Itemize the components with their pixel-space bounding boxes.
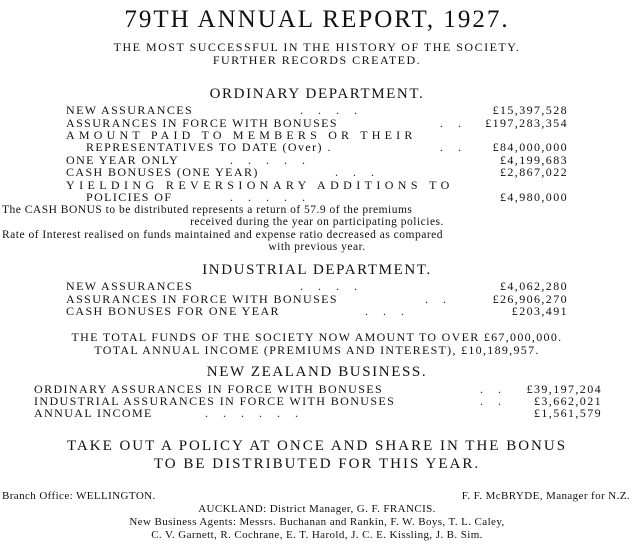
leader-dots: . . [480, 394, 507, 408]
row-label: CASH BONUSES FOR ONE YEAR [66, 304, 280, 318]
row-value: £4,199,683 [500, 153, 568, 167]
industrial-department-heading: INDUSTRIAL DEPARTMENT. [202, 262, 432, 278]
branch-manager: F. F. McBRYDE, Manager for N.Z. [461, 490, 630, 502]
row-value: £1,561,579 [534, 406, 602, 420]
leader-dots: . . . [335, 165, 380, 179]
row-value: £3,662,021 [534, 394, 602, 408]
report-subtitle: THE MOST SUCCESSFUL IN THE HISTORY OF THE SOCIETY. [113, 40, 521, 54]
nz-row [0, 406, 634, 419]
industrial-row [0, 304, 634, 317]
leader-dots: . . [480, 382, 507, 396]
row-label: ASSURANCES IN FORCE WITH BONUSES [66, 116, 338, 130]
ordinary-department-heading: ORDINARY DEPARTMENT. [209, 86, 425, 102]
total-income-line: TOTAL ANNUAL INCOME (PREMIUMS AND INTEREST), £10,189,957. [94, 343, 540, 357]
leader-dots: . . . . [300, 103, 363, 117]
leader-dots: . . [425, 292, 452, 306]
cash-bonus-note-cont: received during the year on participating policies. [190, 216, 444, 228]
business-agents: New Business Agents: Messrs. Buchanan and Rankin, F. W. Boys, T. L. Caley, [129, 516, 505, 528]
row-value: £15,397,528 [492, 103, 568, 117]
row-value: £197,283,354 [485, 116, 568, 130]
row-label: INDUSTRIAL ASSURANCES IN FORCE WITH BONUSES [34, 394, 396, 408]
report-subtitle-records: FURTHER RECORDS CREATED. [212, 53, 422, 67]
interest-note: Rate of Interest realised on funds maintained and expense ratio decreased as compared [2, 229, 444, 241]
leader-dots: . . . . . [230, 153, 311, 167]
ordinary-row [0, 140, 634, 153]
leader-dots: . . . . . . [205, 406, 304, 420]
leader-dots: . . . [365, 304, 410, 318]
leader-dots: . . . . [300, 279, 363, 293]
appeal-line: TAKE OUT A POLICY AT ONCE AND SHARE IN THE BONUS [66, 438, 568, 454]
row-label: YIELDING REVERSIONARY ADDITIONS TO [66, 178, 454, 192]
business-agents-cont: C. V. Garnett, R. Cochrane, E. T. Harold, J. C. E. Kissling, J. B. Sim. [151, 529, 483, 541]
row-label: ANNUAL INCOME [34, 406, 153, 420]
ordinary-row [0, 103, 634, 116]
leader-dots: . . [440, 140, 467, 154]
row-value: £4,062,280 [500, 279, 568, 293]
row-value: £26,906,270 [492, 292, 568, 306]
row-label: NEW ASSURANCES [66, 103, 194, 117]
leader-dots: . . [440, 116, 467, 130]
row-label: REPRESENTATIVES TO DATE (Over) . [86, 140, 332, 154]
row-label: POLICIES OF [86, 190, 173, 204]
row-label: ORDINARY ASSURANCES IN FORCE WITH BONUSES [34, 382, 384, 396]
industrial-row [0, 279, 634, 292]
row-value: £2,867,022 [500, 165, 568, 179]
nz-business-heading: NEW ZEALAND BUSINESS. [206, 364, 428, 380]
row-value: £84,000,000 [492, 140, 568, 154]
interest-note-cont: with previous year. [268, 241, 366, 253]
total-funds-line: THE TOTAL FUNDS OF THE SOCIETY NOW AMOUNT TO OVER £67,000,000. [71, 330, 563, 344]
appeal-line-cont: TO BE DISTRIBUTED FOR THIS YEAR. [153, 456, 481, 472]
row-label: ONE YEAR ONLY [66, 153, 180, 167]
ordinary-row [0, 190, 634, 203]
row-label: NEW ASSURANCES [66, 279, 194, 293]
ordinary-row [0, 165, 634, 178]
row-label: CASH BONUSES (ONE YEAR) [66, 165, 259, 179]
cash-bonus-note: The CASH BONUS to be distributed represents a return of 57.9 of the premiums [2, 204, 413, 216]
branch-office: Branch Office: WELLINGTON. [2, 490, 156, 502]
row-value: £203,491 [511, 304, 568, 318]
row-value: £4,980,000 [500, 190, 568, 204]
leader-dots: . . . . . [230, 190, 311, 204]
auckland-district: AUCKLAND: District Manager, G. F. FRANCIS. [198, 503, 436, 515]
row-value: £39,197,204 [526, 382, 602, 396]
row-label: AMOUNT PAID TO MEMBERS OR THEIR [66, 128, 417, 142]
row-label: ASSURANCES IN FORCE WITH BONUSES [66, 292, 338, 306]
report-title: 79TH ANNUAL REPORT, 1927. [124, 6, 510, 33]
